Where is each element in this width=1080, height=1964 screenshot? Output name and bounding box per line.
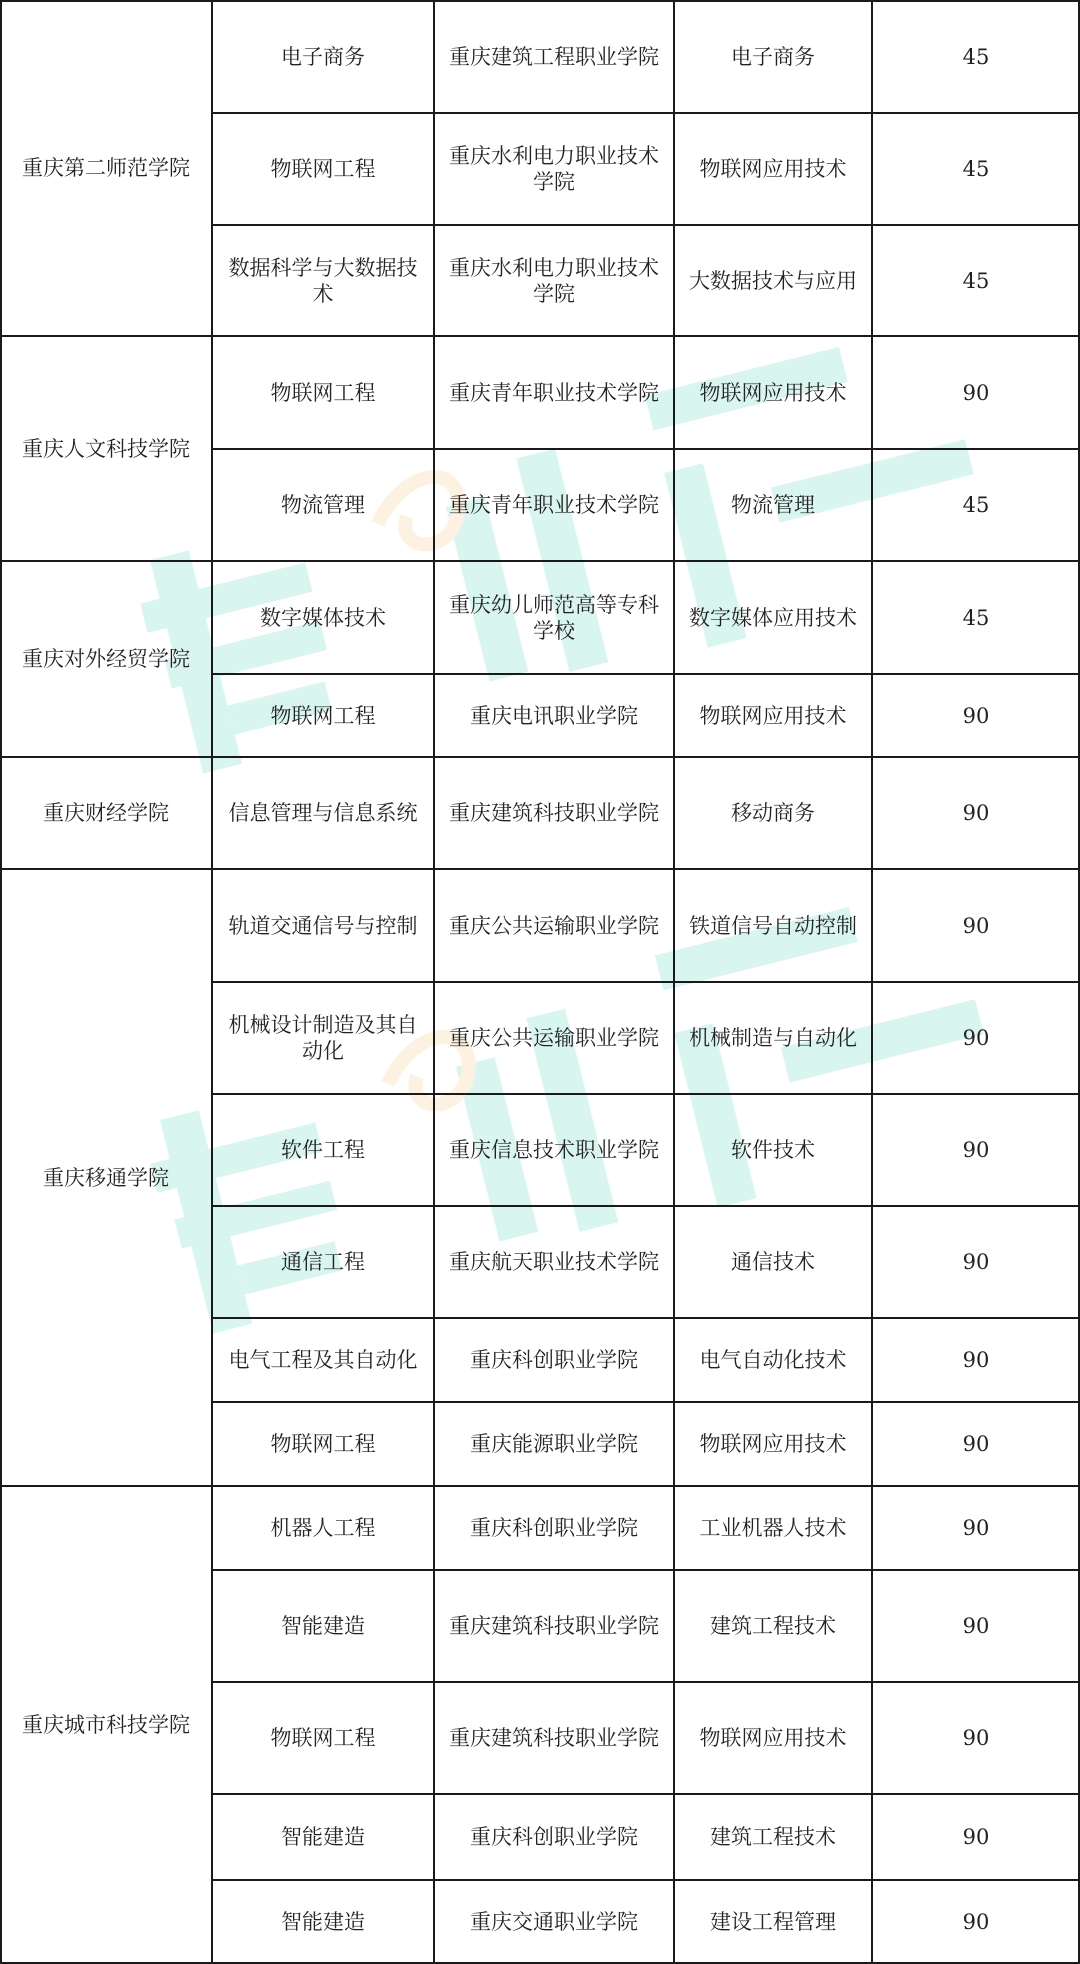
major-cell xyxy=(212,225,434,336)
partner-school-cell xyxy=(434,449,674,561)
quota-cell xyxy=(872,1206,1080,1318)
table-rule xyxy=(212,448,1080,450)
major-cell-text: 轨道交通信号与控制 xyxy=(228,913,418,938)
quota-cell-text: 90 xyxy=(962,1825,990,1849)
quota-cell-text: 45 xyxy=(962,493,990,517)
partner-school-cell-text: 重庆航天职业技术学院 xyxy=(449,1250,659,1274)
partner-school-cell xyxy=(434,113,674,225)
major-cell xyxy=(212,0,434,113)
partner-school-cell xyxy=(434,561,674,674)
table-rule xyxy=(212,1793,1080,1795)
quota-cell xyxy=(872,449,1080,561)
quota-cell xyxy=(872,757,1080,869)
quota-cell xyxy=(872,1682,1080,1794)
quota-cell-text: 90 xyxy=(962,1138,990,1162)
table-rule xyxy=(212,1317,1080,1319)
major-cell-text: 电子商务 xyxy=(281,44,365,69)
quota-cell-text: 90 xyxy=(962,1516,990,1540)
major-cell-text: 数字媒体技术 xyxy=(260,605,386,630)
quota-cell xyxy=(872,674,1080,757)
university-cell xyxy=(0,869,212,1486)
partner-major-cell-text: 建设工程管理 xyxy=(710,1909,836,1934)
major-cell xyxy=(212,1682,434,1794)
partner-major-cell xyxy=(674,1570,872,1682)
partner-major-cell xyxy=(674,982,872,1094)
major-cell xyxy=(212,757,434,869)
table-rule xyxy=(212,1205,1080,1207)
partner-school-cell xyxy=(434,0,674,113)
major-cell xyxy=(212,336,434,449)
partner-school-cell xyxy=(434,674,674,757)
partner-major-cell-text: 建筑工程技术 xyxy=(710,1614,836,1638)
major-cell-text: 物联网工程 xyxy=(270,703,376,728)
partner-major-cell-text: 物联网应用技术 xyxy=(699,1432,847,1456)
partner-major-cell xyxy=(674,1486,872,1570)
partner-major-cell-text: 电气自动化技术 xyxy=(699,1348,847,1372)
partner-school-cell xyxy=(434,1206,674,1318)
table-rule xyxy=(871,0,873,1963)
partner-school-cell-text: 重庆水利电力职业技术学院 xyxy=(449,255,659,306)
table-rule xyxy=(212,1569,1080,1571)
table-rule xyxy=(212,1681,1080,1683)
partner-school-cell xyxy=(434,1094,674,1206)
university-cell xyxy=(0,336,212,561)
partner-major-cell-text: 机械制造与自动化 xyxy=(689,1026,857,1050)
major-cell xyxy=(212,1094,434,1206)
quota-cell-text: 90 xyxy=(962,1250,990,1274)
partner-major-cell xyxy=(674,1318,872,1402)
partner-school-cell-text: 重庆科创职业学院 xyxy=(470,1825,638,1849)
partner-school-cell xyxy=(434,1682,674,1794)
table-rule xyxy=(212,112,1080,114)
quota-cell xyxy=(872,0,1080,113)
table-rule xyxy=(212,1879,1080,1881)
partner-major-cell xyxy=(674,1402,872,1486)
partner-major-cell-text: 物联网应用技术 xyxy=(699,1726,847,1750)
major-cell-text: 数据科学与大数据技术 xyxy=(228,255,418,306)
partner-school-cell xyxy=(434,1318,674,1402)
quota-cell xyxy=(872,336,1080,449)
partner-major-cell-text: 移动商务 xyxy=(731,801,815,825)
major-cell-text: 智能建造 xyxy=(281,1909,365,1934)
quota-cell xyxy=(872,982,1080,1094)
partner-major-cell xyxy=(674,1880,872,1963)
major-cell xyxy=(212,674,434,757)
major-cell-text: 智能建造 xyxy=(281,1825,365,1849)
partner-major-cell-text: 通信技术 xyxy=(731,1250,815,1274)
partner-major-cell xyxy=(674,0,872,113)
partner-school-cell xyxy=(434,336,674,449)
partner-major-cell-text: 软件技术 xyxy=(731,1138,815,1162)
university-cell-text: 重庆移通学院 xyxy=(43,1165,169,1190)
quota-cell xyxy=(872,1094,1080,1206)
quota-cell xyxy=(872,1880,1080,1963)
quota-cell xyxy=(872,113,1080,225)
table-rule xyxy=(433,0,435,1963)
major-cell-text: 物联网工程 xyxy=(270,157,376,181)
partner-school-cell xyxy=(434,982,674,1094)
major-cell-text: 机器人工程 xyxy=(270,1516,376,1540)
major-cell-text: 物联网工程 xyxy=(270,1432,376,1456)
partner-school-cell-text: 重庆建筑工程职业学院 xyxy=(449,44,659,69)
partner-major-cell xyxy=(674,674,872,757)
partner-school-cell xyxy=(434,1880,674,1963)
partner-major-cell xyxy=(674,1206,872,1318)
partner-school-cell-text: 重庆青年职业技术学院 xyxy=(449,380,659,405)
partner-school-cell-text: 重庆建筑科技职业学院 xyxy=(449,801,659,825)
major-cell xyxy=(212,1402,434,1486)
quota-cell xyxy=(872,1570,1080,1682)
partner-major-cell xyxy=(674,757,872,869)
partner-major-cell-text: 建筑工程技术 xyxy=(710,1825,836,1849)
table-rule xyxy=(673,0,675,1963)
partner-school-cell-text: 重庆建筑科技职业学院 xyxy=(449,1726,659,1750)
quota-cell-text: 45 xyxy=(962,157,990,181)
quota-cell xyxy=(872,1402,1080,1486)
partner-major-cell-text: 物联网应用技术 xyxy=(699,157,847,181)
partner-major-cell xyxy=(674,113,872,225)
major-cell-text: 信息管理与信息系统 xyxy=(228,801,418,825)
partner-school-cell xyxy=(434,225,674,336)
quota-cell-text: 90 xyxy=(962,380,990,405)
partner-school-cell xyxy=(434,1486,674,1570)
table-rule xyxy=(0,0,1080,2)
partner-major-cell xyxy=(674,1094,872,1206)
table-rule xyxy=(212,981,1080,983)
partner-school-cell-text: 重庆建筑科技职业学院 xyxy=(449,1614,659,1638)
university-cell xyxy=(0,561,212,757)
partner-school-cell-text: 重庆公共运输职业学院 xyxy=(449,913,659,938)
partner-school-cell xyxy=(434,757,674,869)
major-cell-text: 物联网工程 xyxy=(270,380,376,405)
partner-school-cell-text: 重庆电讯职业学院 xyxy=(470,703,638,728)
partner-major-cell-text: 物联网应用技术 xyxy=(699,380,847,405)
quota-cell-text: 90 xyxy=(962,1726,990,1750)
major-cell-text: 机械设计制造及其自动化 xyxy=(228,1013,418,1063)
quota-cell xyxy=(872,869,1080,982)
major-cell-text: 软件工程 xyxy=(281,1138,365,1162)
partner-major-cell xyxy=(674,1794,872,1880)
partner-school-cell-text: 重庆幼儿师范高等专科学校 xyxy=(449,592,659,643)
partner-major-cell-text: 工业机器人技术 xyxy=(699,1516,847,1540)
table-rule xyxy=(212,673,1080,675)
quota-cell xyxy=(872,1318,1080,1402)
table-rule xyxy=(211,0,213,1963)
major-cell xyxy=(212,449,434,561)
partner-school-cell-text: 重庆青年职业技术学院 xyxy=(449,493,659,517)
quota-cell-text: 90 xyxy=(962,801,990,825)
major-cell xyxy=(212,1318,434,1402)
partner-school-cell-text: 重庆水利电力职业技术学院 xyxy=(449,144,659,194)
quota-cell xyxy=(872,1794,1080,1880)
quota-cell-text: 90 xyxy=(962,1909,990,1934)
partner-major-cell-text: 电子商务 xyxy=(731,44,815,69)
table-rule xyxy=(212,1401,1080,1403)
partner-school-cell xyxy=(434,1570,674,1682)
quota-cell-text: 45 xyxy=(962,268,990,293)
major-cell-text: 智能建造 xyxy=(281,1614,365,1638)
university-cell-text: 重庆财经学院 xyxy=(43,801,169,825)
quota-cell-text: 90 xyxy=(962,1348,990,1372)
quota-cell-text: 90 xyxy=(962,1026,990,1050)
partner-school-cell-text: 重庆科创职业学院 xyxy=(470,1516,638,1540)
major-cell-text: 电气工程及其自动化 xyxy=(228,1348,418,1372)
major-cell xyxy=(212,113,434,225)
major-cell xyxy=(212,1570,434,1682)
partner-school-cell-text: 重庆信息技术职业学院 xyxy=(449,1138,659,1162)
quota-cell-text: 90 xyxy=(962,913,990,938)
major-cell-text: 物联网工程 xyxy=(270,1726,376,1750)
partner-major-cell-text: 数字媒体应用技术 xyxy=(689,605,857,630)
quota-cell-text: 90 xyxy=(962,1432,990,1456)
partner-major-cell-text: 物流管理 xyxy=(731,493,815,517)
partner-major-cell-text: 大数据技术与应用 xyxy=(689,268,857,293)
partner-school-cell-text: 重庆科创职业学院 xyxy=(470,1348,638,1372)
partner-school-cell xyxy=(434,1794,674,1880)
quota-cell xyxy=(872,225,1080,336)
partner-school-cell-text: 重庆公共运输职业学院 xyxy=(449,1026,659,1050)
major-cell xyxy=(212,869,434,982)
table-rule xyxy=(0,0,2,1963)
partner-major-cell-text: 物联网应用技术 xyxy=(699,703,847,728)
major-cell xyxy=(212,561,434,674)
partner-school-cell xyxy=(434,869,674,982)
major-cell-text: 通信工程 xyxy=(281,1250,365,1274)
partner-major-cell xyxy=(674,449,872,561)
major-cell xyxy=(212,1880,434,1963)
quota-cell-text: 90 xyxy=(962,703,990,728)
partner-major-cell xyxy=(674,869,872,982)
quota-cell-text: 45 xyxy=(962,605,990,630)
quota-cell-text: 90 xyxy=(962,1614,990,1638)
partner-major-cell-text: 铁道信号自动控制 xyxy=(689,913,857,938)
university-cell-text: 重庆第二师范学院 xyxy=(22,156,190,180)
partner-school-cell xyxy=(434,1402,674,1486)
university-cell-text: 重庆城市科技学院 xyxy=(22,1712,190,1737)
table-rule xyxy=(212,1093,1080,1095)
partner-school-cell-text: 重庆能源职业学院 xyxy=(470,1432,638,1456)
major-cell-text: 物流管理 xyxy=(281,493,365,517)
major-cell xyxy=(212,982,434,1094)
table-rule xyxy=(212,224,1080,226)
major-cell xyxy=(212,1206,434,1318)
partner-major-cell xyxy=(674,225,872,336)
quota-cell xyxy=(872,561,1080,674)
quota-cell xyxy=(872,1486,1080,1570)
university-cell-text: 重庆对外经贸学院 xyxy=(22,647,190,671)
partner-major-cell xyxy=(674,1682,872,1794)
quota-cell-text: 45 xyxy=(962,44,990,69)
major-cell xyxy=(212,1794,434,1880)
partner-major-cell xyxy=(674,561,872,674)
university-cell xyxy=(0,757,212,869)
partner-major-cell xyxy=(674,336,872,449)
major-cell xyxy=(212,1486,434,1570)
partner-school-cell-text: 重庆交通职业学院 xyxy=(470,1909,638,1934)
university-cell-text: 重庆人文科技学院 xyxy=(22,436,190,461)
university-cell xyxy=(0,1486,212,1963)
university-cell xyxy=(0,0,212,336)
